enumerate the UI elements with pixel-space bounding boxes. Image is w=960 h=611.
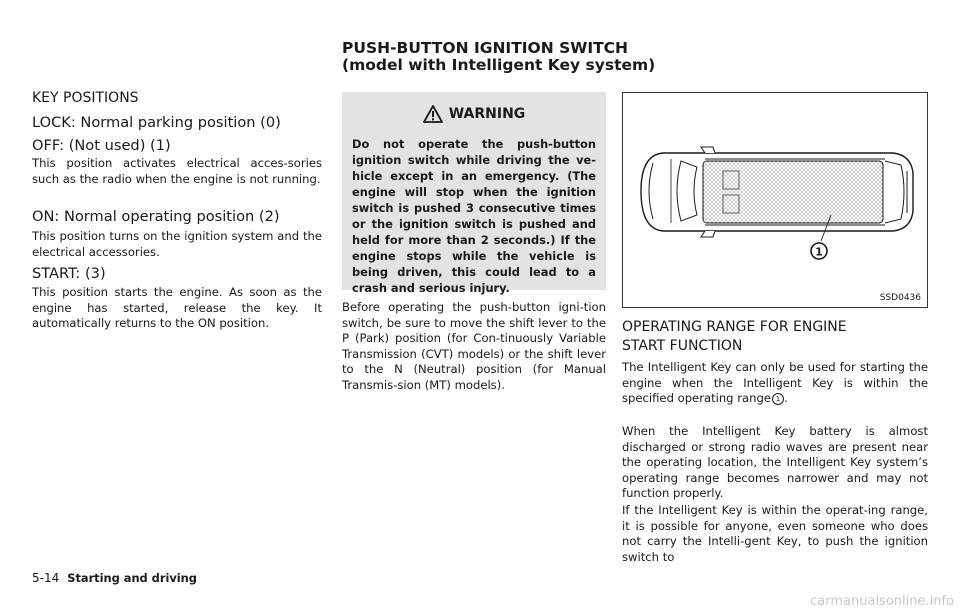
page-number: 5-14 [32,571,60,585]
warning-title-row [342,105,606,123]
figure-caption: SSD0436 [879,293,921,303]
callout-1: 1 [815,245,823,259]
shift-lever-text: Before operating the push-button igni-tion switch, be sure to move the shift lever to the P (Park) position (for Con-tinuously Variable Transmission (CVT) models) or the shift lever to the N (Neutral) position (for Manual Transmis-sion (MT) models). [342,300,606,392]
warning-box [342,92,606,295]
watermark: carmanualsonline.info [810,594,954,609]
warning-triangle-icon [423,105,443,123]
range-paragraph-2: When the Intelligent Key battery is almost discharged or strong radio waves are present near the operating location, the Intelligent Key system’s operating range becomes narrower and may not function properly. [622,424,928,501]
start-heading: START: (3) [32,265,106,282]
vehicle-range-diagram [623,93,927,307]
warning-text: Do not operate the push-button ignition switch while driving the ve-hicle except in an emergency. (The engine will stop when the ignition switch is pushed 3 consecutive times or the ignition switch is pushed and held for more than 2 seconds.) If the engine stops while the vehicle is being driven, this could lead to a crash and serious injury. [352,137,596,295]
range-paragraph-1-text: The Intelligent Key can only be used for starting the engine when the Intelligent Key is within the specified operating range [622,360,928,406]
start-text: This position starts the engine. As soon as the engine has started, release the key. It automatically returns to the ON position. [32,285,322,331]
header-line-1: PUSH-BUTTON IGNITION SWITCH [342,39,629,57]
marker-1: 1 [772,393,784,405]
page-footer [32,571,197,585]
range-heading-line-1: OPERATING RANGE FOR ENGINE [622,319,847,335]
key-positions-heading: KEY POSITIONS [32,90,139,106]
range-paragraph-3: If the Intelligent Key is within the operat-ing range, it is possible for anyone, even someone who does not carry the Intelli-gent Key, to push the ignition switch to [622,503,928,564]
off-text: This position activates electrical acces-sories such as the radio when the engine is not running. [32,156,322,186]
section-header [342,40,742,74]
range-paragraph-1: The Intelligent Key can only be used for starting the engine when the Intelligent Key is within the specified operating range 1 . [622,360,928,406]
warning-title: WARNING [448,106,526,122]
operating-range-figure [622,92,928,308]
range-heading-line-2: START FUNCTION [622,338,743,354]
lock-heading: LOCK: Normal parking position (0) [32,114,281,131]
footer-section: Starting and driving [67,571,197,585]
on-text: This position turns on the ignition system and the electrical accessories. [32,229,322,259]
off-heading: OFF: (Not used) (1) [32,137,171,154]
header-line-2: (model with Intelligent Key system) [342,56,656,74]
on-heading: ON: Normal operating position (2) [32,208,280,225]
